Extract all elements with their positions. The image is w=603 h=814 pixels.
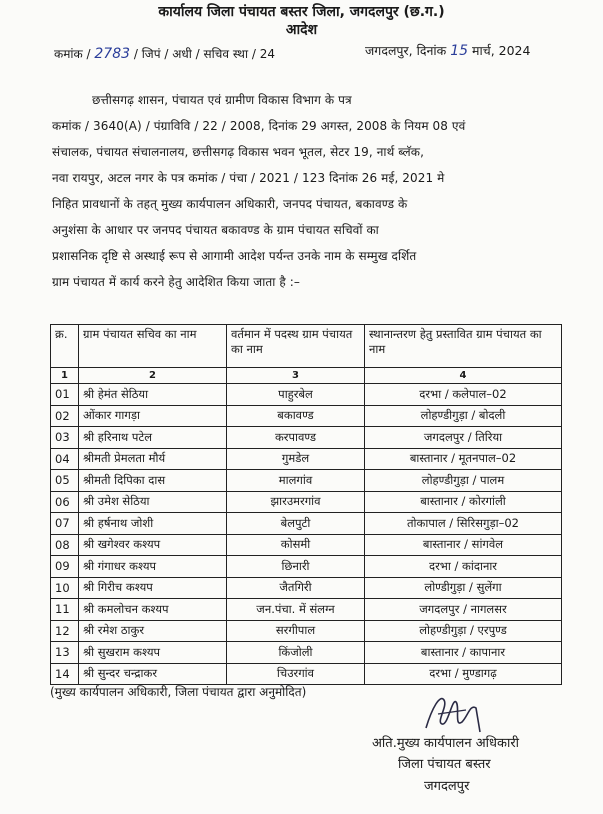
col-number: 3	[227, 368, 365, 384]
para-line: अनुशंसा के आधार पर जनपद पंचायत बकावण्ड के ग्राम पंचायत सचिवों का	[52, 223, 379, 237]
row-serial: 08	[51, 534, 79, 556]
table-row	[51, 491, 562, 513]
table-row	[51, 513, 562, 535]
para-line: निहित प्रावधानों के तहत् मुख्य कार्यपालन अधिकारी, जनपद पंचायत, बकावण्ड के	[52, 197, 408, 211]
date-month-year: मार्च, 2024	[472, 43, 531, 58]
col-number: 2	[79, 368, 227, 384]
table-row	[51, 427, 562, 449]
transfer-table	[50, 324, 562, 685]
row-secretary-name: श्री हरिनाथ पटेल	[79, 427, 227, 449]
place-date	[365, 42, 530, 59]
row-current-panchayat: कोसमी	[227, 534, 365, 556]
signature-mark	[418, 688, 488, 738]
row-proposed-panchayat: लोहण्डीगुड़ा / बोदली	[365, 405, 562, 427]
row-current-panchayat: चिउरगांव	[227, 663, 365, 685]
row-secretary-name: श्रीमती प्रेमलता मौर्य	[79, 448, 227, 470]
row-proposed-panchayat: तोकापाल / सिरिसगुड़ा–02	[365, 513, 562, 535]
row-serial: 06	[51, 491, 79, 513]
row-secretary-name: श्री सुखराम कश्यप	[79, 642, 227, 664]
para-line: संचालक, पंचायत संचालनालय, छत्तीसगढ़ विकास भवन भूतल, सेटर 19, नार्थ ब्लॅक,	[52, 145, 425, 159]
column-number-row	[51, 368, 562, 384]
row-current-panchayat: करपावण्ड	[227, 427, 365, 449]
para-line: ग्राम पंचायत में कार्य करने हेतु आदेशित किया जाता है :–	[52, 275, 301, 289]
row-current-panchayat: झारउमरगांव	[227, 491, 365, 513]
row-serial: 10	[51, 577, 79, 599]
row-current-panchayat: सरगीपाल	[227, 620, 365, 642]
row-serial: 07	[51, 513, 79, 535]
signatory-place: जगदलपुर	[424, 779, 470, 794]
table-row	[51, 642, 562, 664]
row-proposed-panchayat: जगदलपुर / तिरिया	[365, 427, 562, 449]
header-serial: क्र.	[51, 325, 79, 368]
row-secretary-name: श्री सुन्दर चन्द्राकर	[79, 663, 227, 685]
row-serial: 09	[51, 556, 79, 578]
approval-note: (मुख्य कार्यपालन अधिकारी, जिला पंचायत द्वारा अनुमोदित)	[50, 685, 307, 699]
header-secretary-name: ग्राम पंचायत सचिव का नाम	[79, 325, 227, 368]
table-row	[51, 534, 562, 556]
row-secretary-name: श्री खगेश्वर कश्यप	[79, 534, 227, 556]
row-proposed-panchayat: लोण्डीगुड़ा / सुलेंगा	[365, 577, 562, 599]
row-proposed-panchayat: बास्तानार / मूतनपाल–02	[365, 448, 562, 470]
row-serial: 03	[51, 427, 79, 449]
para-line: प्रशासनिक दृष्टि से अस्थाई रूप से आगामी आदेश पर्यन्त उनके नाम के सम्मुख दर्शित	[52, 249, 417, 263]
row-proposed-panchayat: दरभा / कांदानार	[365, 556, 562, 578]
row-serial: 02	[51, 405, 79, 427]
table-row	[51, 577, 562, 599]
table-row	[51, 620, 562, 642]
row-current-panchayat: बकावण्ड	[227, 405, 365, 427]
row-serial: 14	[51, 663, 79, 685]
para-line: छत्तीसगढ़ शासन, पंचायत एवं ग्रामीण विकास विभाग के पत्र	[92, 93, 352, 107]
para-line: नवा रायपुर, अटल नगर के पत्र कमांक / पंचा / 2021 / 123 दिनांक 26 मई, 2021 मे	[52, 171, 445, 185]
reference-number: कमांक / 2783 / जिपं / अधी / सचिव स्था / 24	[54, 46, 276, 62]
row-serial: 05	[51, 470, 79, 492]
row-serial: 01	[51, 384, 79, 406]
row-current-panchayat: मालगांव	[227, 470, 365, 492]
signatory-office: जिला पंचायत बस्तर	[398, 757, 491, 772]
table-row	[51, 470, 562, 492]
table-row	[51, 556, 562, 578]
row-proposed-panchayat: लोहण्डीगुड़ा / एरपुण्ड	[365, 620, 562, 642]
row-secretary-name: ओंकार गागड़ा	[79, 405, 227, 427]
table-row	[51, 599, 562, 621]
date-day: 15	[450, 43, 469, 59]
row-serial: 12	[51, 620, 79, 642]
row-serial: 04	[51, 448, 79, 470]
table-row	[51, 663, 562, 685]
row-secretary-name: श्री हर्षनाथ जोशी	[79, 513, 227, 535]
row-serial: 13	[51, 642, 79, 664]
row-secretary-name: श्री गिरीच कश्यप	[79, 577, 227, 599]
row-current-panchayat: गुमडेल	[227, 448, 365, 470]
ref-handwritten-number: 2783	[94, 46, 131, 62]
row-current-panchayat: बेलपुटी	[227, 513, 365, 535]
row-serial: 11	[51, 599, 79, 621]
row-current-panchayat: किंजोली	[227, 642, 365, 664]
row-current-panchayat: पाहुरबेल	[227, 384, 365, 406]
ref-suffix: जिपं / अधी / सचिव स्था / 24	[141, 47, 276, 61]
header-current-panchayat: वर्तमान में पदस्थ ग्राम पंचायत का नाम	[227, 325, 365, 368]
row-proposed-panchayat: बास्तानार / सांगवेल	[365, 534, 562, 556]
row-secretary-name: श्री उमेश सेठिया	[79, 491, 227, 513]
row-proposed-panchayat: दरभा / मुण्डागढ़	[365, 663, 562, 685]
row-current-panchayat: जैतगिरी	[227, 577, 365, 599]
table-header-row	[51, 325, 562, 368]
col-number: 4	[365, 368, 562, 384]
col-number: 1	[51, 368, 79, 384]
table-row	[51, 448, 562, 470]
row-secretary-name: श्री गंगाधर कश्यप	[79, 556, 227, 578]
row-proposed-panchayat: दरभा / कलेपाल–02	[365, 384, 562, 406]
table-row	[51, 405, 562, 427]
office-heading: कार्यालय जिला पंचायत बस्तर जिला, जगदलपुर (छ.ग.)	[158, 4, 445, 20]
row-proposed-panchayat: जगदलपुर / नागलसर	[365, 599, 562, 621]
row-current-panchayat: जन.पंचा. में संलग्न	[227, 599, 365, 621]
row-proposed-panchayat: बास्तानार / कापानार	[365, 642, 562, 664]
signatory-designation: अति.मुख्य कार्यपालन अधिकारी	[372, 736, 520, 751]
row-secretary-name: श्रीमती दिपिका दास	[79, 470, 227, 492]
ref-prefix: कमांक	[54, 47, 83, 61]
order-title: आदेश	[285, 22, 318, 38]
table-row	[51, 384, 562, 406]
row-current-panchayat: छिनारी	[227, 556, 365, 578]
row-secretary-name: श्री रमेश ठाकुर	[79, 620, 227, 642]
header-proposed-panchayat: स्थानान्तरण हेतु प्रस्तावित ग्राम पंचायत का नाम	[365, 325, 562, 368]
row-secretary-name: श्री कमलोचन कश्यप	[79, 599, 227, 621]
row-secretary-name: श्री हेमंत सेठिया	[79, 384, 227, 406]
para-line: कमांक / 3640(A) / पंग्राविवि / 22 / 2008, दिनांक 29 अगस्त, 2008 के नियम 08 एवं	[52, 119, 466, 133]
row-proposed-panchayat: बास्तानार / कोरगांली	[365, 491, 562, 513]
row-proposed-panchayat: लोहण्डीगुड़ा / पालम	[365, 470, 562, 492]
date-prefix: जगदलपुर, दिनांक	[365, 43, 447, 58]
